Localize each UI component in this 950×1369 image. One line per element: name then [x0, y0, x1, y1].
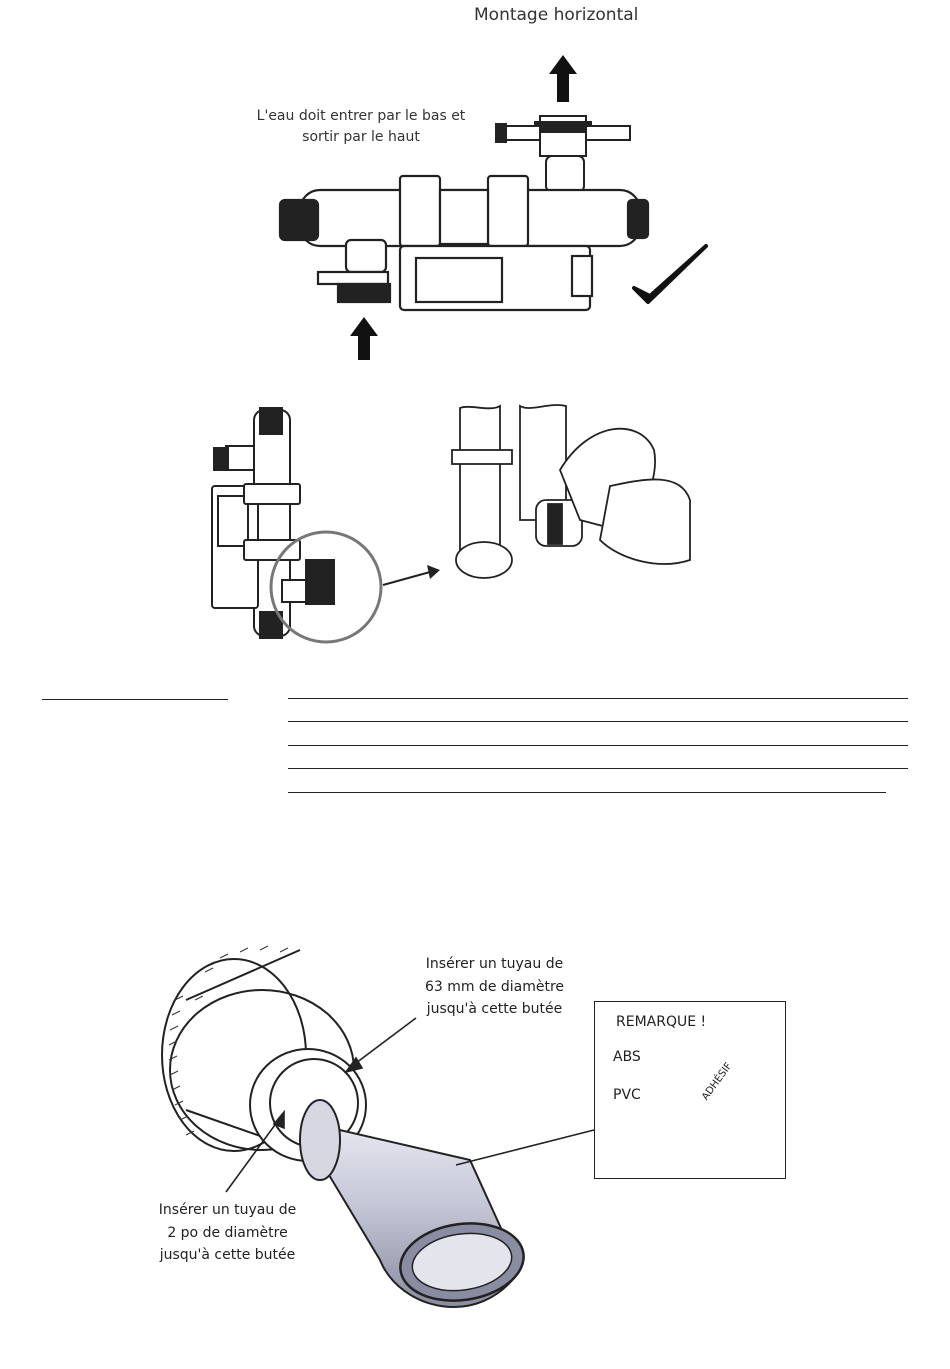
- ruled-line-1: [288, 698, 908, 699]
- callout-2in-line-3: jusqu'à cette butée: [159, 1247, 296, 1263]
- ruled-line-4: [288, 768, 908, 769]
- abs-label: ABS: [613, 1049, 641, 1065]
- callout-63mm: [412, 953, 577, 1021]
- callout-2in: [145, 1199, 310, 1267]
- mounting-heading: Montage horizontal: [474, 5, 639, 25]
- flow-note: [246, 106, 476, 148]
- pipe: [300, 1100, 529, 1308]
- remark-title: REMARQUE !: [616, 1014, 707, 1030]
- check-mark-icon: [634, 246, 706, 302]
- flow-note-line-2: sortir par le haut: [302, 129, 420, 145]
- inlet-arrow-icon: [350, 317, 378, 360]
- pvc-label: PVC: [613, 1087, 641, 1103]
- flow-note-line-1: L'eau doit entrer par le bas et: [256, 108, 466, 124]
- callout-63mm-line-2: 63 mm de diamètre: [424, 978, 565, 995]
- callout-63mm-line-1: Insérer un tuyau de: [425, 956, 564, 972]
- installation-detail: [452, 405, 690, 578]
- ruled-line-5: [288, 792, 886, 793]
- outlet-arrow-icon: [549, 55, 577, 102]
- ruled-line-3: [288, 745, 908, 746]
- arrow-right-icon: [383, 565, 440, 585]
- ruled-line-left: [42, 699, 228, 700]
- callout-2in-line-1: Insérer un tuyau de: [158, 1202, 297, 1218]
- callout-2in-line-2: 2 po de diamètre: [167, 1224, 288, 1241]
- ozonator-body: [280, 176, 648, 310]
- callout-63mm-line-3: jusqu'à cette butée: [426, 1001, 563, 1017]
- ruled-line-2: [288, 721, 908, 722]
- adhesive-label: ADHÉSIF: [700, 1060, 735, 1103]
